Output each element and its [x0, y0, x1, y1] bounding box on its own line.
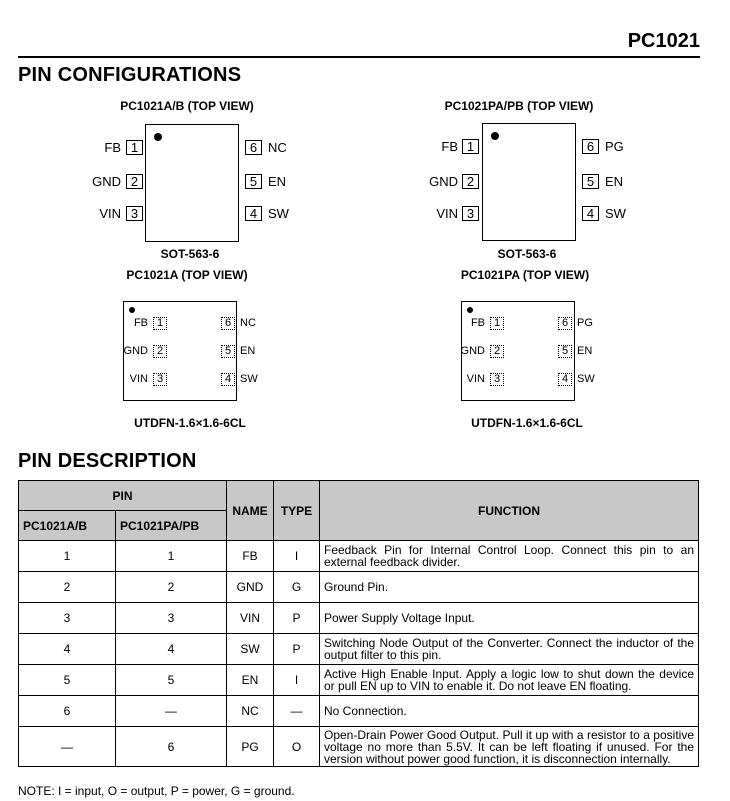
section-title-pin-configurations: PIN CONFIGURATIONS: [18, 64, 242, 86]
cell-pin-papb: 3: [116, 603, 227, 634]
header-pc1021papb: PC1021PA/PB: [116, 511, 227, 541]
cell-pin-papb: 4: [116, 634, 227, 665]
pin-name: EN: [268, 174, 287, 189]
pin-name: VIN: [436, 206, 458, 221]
cell-type: I: [274, 665, 320, 696]
pin-number: 2: [126, 174, 143, 189]
pin-name: PG: [577, 317, 593, 329]
cell-type: O: [274, 727, 320, 767]
package-title: PC1021PA/PB (TOP VIEW): [444, 99, 594, 113]
header-function: FUNCTION: [320, 481, 699, 541]
pin-name: FB: [133, 317, 148, 329]
cell-name: VIN: [227, 603, 274, 634]
cell-pin-ab: —: [19, 727, 116, 767]
cell-function: Ground Pin.: [320, 572, 699, 603]
table-row: [19, 727, 699, 767]
pin-name: EN: [240, 345, 256, 357]
pin-number: 4: [245, 206, 262, 221]
pin-number: 3: [490, 373, 504, 386]
table-note: NOTE: I = input, O = output, P = power, G = ground.: [18, 784, 295, 798]
cell-function: Feedback Pin for Internal Control Loop. Connect this pin to an external feedback divider.: [320, 541, 699, 572]
cell-pin-papb: —: [116, 696, 227, 727]
cell-name: NC: [227, 696, 274, 727]
table-row: [19, 572, 699, 603]
pin-name: VIN: [466, 373, 485, 385]
package-type: SOT-563-6: [497, 247, 557, 261]
pin-number: 3: [462, 206, 479, 221]
pin-name: PG: [605, 139, 624, 154]
header-name: NAME: [227, 481, 274, 541]
table-row: [19, 696, 699, 727]
package-type: SOT-563-6: [160, 247, 220, 261]
pin1-marker: [154, 133, 162, 141]
pin-name: SW: [577, 373, 595, 385]
pin-name: SW: [605, 206, 626, 221]
cell-type: I: [274, 541, 320, 572]
cell-pin-papb: 1: [116, 541, 227, 572]
cell-pin-papb: 2: [116, 572, 227, 603]
cell-type: P: [274, 634, 320, 665]
pin-number: 6: [245, 140, 262, 155]
pin-number: 5: [221, 345, 235, 358]
header-type: TYPE: [274, 481, 320, 541]
ic-package-body: [482, 123, 576, 241]
cell-function: No Connection.: [320, 696, 699, 727]
pin-number: 6: [558, 317, 572, 330]
pin-number: 3: [126, 206, 143, 221]
package-title: PC1021PA (TOP VIEW): [460, 268, 590, 282]
package-type: UTDFN-1.6×1.6-6CL: [471, 416, 583, 430]
pin-name: EN: [605, 174, 624, 189]
pin-number: 6: [582, 139, 599, 154]
pin-number: 5: [245, 174, 262, 189]
cell-pin-ab: 6: [19, 696, 116, 727]
pin-number: 1: [462, 139, 479, 154]
pin-name: EN: [577, 345, 593, 357]
pin-name: FB: [441, 139, 458, 154]
pin-number: 1: [490, 317, 504, 330]
cell-type: G: [274, 572, 320, 603]
pin-number: 4: [582, 206, 599, 221]
pin-number: 5: [582, 174, 599, 189]
pin-name: GND: [460, 345, 485, 357]
cell-pin-ab: 1: [19, 541, 116, 572]
pin-description-table: [18, 480, 699, 767]
section-title-pin-description: PIN DESCRIPTION: [18, 450, 197, 472]
cell-pin-ab: 3: [19, 603, 116, 634]
pin-name: NC: [268, 140, 287, 155]
table-row: [19, 541, 699, 572]
cell-name: GND: [227, 572, 274, 603]
pin-name: NC: [240, 317, 256, 329]
pin1-marker: [129, 307, 135, 313]
cell-pin-ab: 2: [19, 572, 116, 603]
cell-function: Open-Drain Power Good Output. Pull it up with a resistor to a positive voltage no more than 5.5V. It can be left floating if unused. For the version without power good function, it is disconnection internally.: [320, 727, 699, 767]
pin-name: GND: [92, 174, 121, 189]
package-type: UTDFN-1.6×1.6-6CL: [134, 416, 246, 430]
cell-pin-ab: 4: [19, 634, 116, 665]
cell-type: P: [274, 603, 320, 634]
table-row: [19, 634, 699, 665]
cell-name: PG: [227, 727, 274, 767]
pin-number: 1: [153, 317, 167, 330]
header-pc1021ab: PC1021A/B: [19, 511, 116, 541]
pin-name: SW: [268, 206, 289, 221]
pin-name: GND: [429, 174, 458, 189]
cell-function: Switching Node Output of the Converter. Connect the inductor of the output filter to this pin.: [320, 634, 699, 665]
pin-name: VIN: [99, 206, 121, 221]
pin-number: 2: [490, 345, 504, 358]
package-title: PC1021A/B (TOP VIEW): [120, 99, 254, 113]
pin-name: SW: [240, 373, 258, 385]
pin-number: 2: [153, 345, 167, 358]
pin1-marker: [467, 307, 473, 313]
cell-name: FB: [227, 541, 274, 572]
pin-number: 6: [221, 317, 235, 330]
cell-type: —: [274, 696, 320, 727]
pin-name: GND: [123, 345, 148, 357]
cell-pin-papb: 5: [116, 665, 227, 696]
cell-function: Power Supply Voltage Input.: [320, 603, 699, 634]
pin-number: 4: [558, 373, 572, 386]
pin-number: 2: [462, 174, 479, 189]
cell-function: Active High Enable Input. Apply a logic low to shut down the device or pull EN up to VIN to enable it. Do not leave EN floating.: [320, 665, 699, 696]
pin-number: 1: [126, 140, 143, 155]
pin-name: VIN: [129, 373, 148, 385]
pin-number: 3: [153, 373, 167, 386]
cell-pin-papb: 6: [116, 727, 227, 767]
pin-name: FB: [470, 317, 485, 329]
pin-name: FB: [104, 140, 121, 155]
document-part-number: PC1021: [627, 30, 700, 52]
cell-name: EN: [227, 665, 274, 696]
package-title: PC1021A (TOP VIEW): [126, 268, 248, 282]
pin-number: 5: [558, 345, 572, 358]
pin1-marker: [491, 132, 499, 140]
pin-number: 4: [221, 373, 235, 386]
table-row: [19, 665, 699, 696]
header-rule: [18, 56, 700, 58]
cell-name: SW: [227, 634, 274, 665]
header-pin: PIN: [19, 481, 227, 511]
cell-pin-ab: 5: [19, 665, 116, 696]
ic-package-body: [145, 124, 239, 242]
table-row: [19, 603, 699, 634]
